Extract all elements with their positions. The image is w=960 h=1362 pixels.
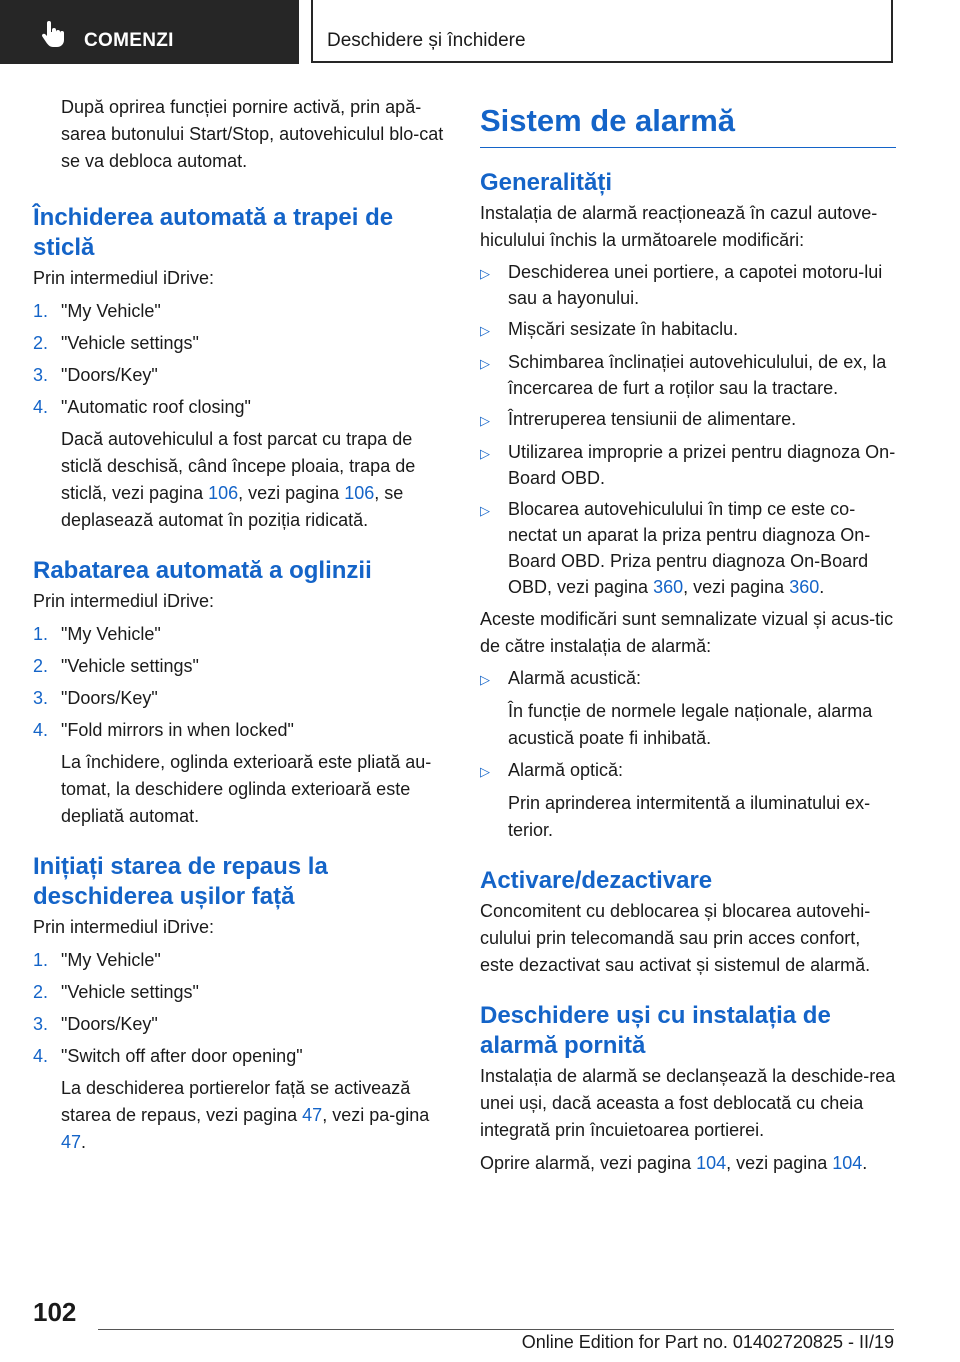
general-lead: Instalația de alarmă reacționează în cazul autove-hiculului închis la următoarele modificări: bbox=[480, 203, 878, 250]
heading-activation: Activare/dezactivare bbox=[480, 867, 713, 894]
chapter-label: Deschidere și închidere bbox=[327, 30, 526, 51]
page-header bbox=[0, 0, 960, 66]
list-item: ▷ Mișcări sesizate în habitaclu. bbox=[480, 316, 896, 344]
list-item: ▷ Întreruperea tensiunii de alimentare. bbox=[480, 406, 896, 434]
list-item: 1. "My Vehicle" bbox=[33, 301, 161, 321]
page-link[interactable]: 360 bbox=[653, 577, 684, 597]
chapter-tab bbox=[311, 0, 893, 63]
trigger-list bbox=[480, 259, 896, 600]
list-item: 4. "Switch off after door opening" bbox=[33, 1046, 303, 1066]
page-link[interactable]: 47 bbox=[61, 1132, 82, 1152]
list-item: ▷ Schimbarea înclinației autovehiculului, de ex, la încercarea de furt a roților sau la tractare. bbox=[480, 349, 896, 401]
list-item: ▷ Utilizarea improprie a prizei pentru diagnoza On-Board OBD. bbox=[480, 439, 896, 491]
heading-general: Generalități bbox=[480, 169, 613, 196]
alarm-types-2 bbox=[480, 757, 896, 785]
list-item: 1. "My Vehicle" bbox=[33, 624, 161, 644]
activation-text: Concomitent cu deblocarea și blocarea autovehi-culului prin telecomandă sau prin acces confort, este dezactivat sau activat și sistemul de alarmă. bbox=[480, 901, 871, 975]
list-item: 4. "Automatic roof closing" bbox=[33, 397, 251, 417]
heading-sleep-state: Inițiați starea de repaus la deschiderea ușilor față bbox=[33, 853, 328, 910]
page-link[interactable]: 106 bbox=[208, 483, 239, 503]
mirror-note: La închidere, oglinda exterioară este pliată au-tomat, la deschidere oglinda exterioară este depliată automat. bbox=[61, 752, 432, 826]
page-number: 102 bbox=[33, 1297, 77, 1327]
heading-roof-closing: Închiderea automată a trapei de sticlă bbox=[33, 204, 394, 261]
roof-note: Dacă autovehiculul a fost parcat cu trapa de sticlă deschisă, când începe ploaia, trapa de sticlă, vezi pagina 106, vezi pagina 106, se deplasează automat în poziția ridicată. bbox=[61, 429, 416, 530]
list-item: ▷ Blocarea autovehiculului în timp ce este co-nectat un aparat la priza pentru diagnoza On-Board OBD. Priza pentru diagnoza On-Board OBD, vezi pagina 360, vezi pagina 360. bbox=[480, 496, 896, 600]
triangle-bullet-icon: ▷ bbox=[480, 266, 490, 281]
page-link[interactable]: 104 bbox=[696, 1153, 727, 1173]
acoustic-note: În funcție de normele legale naționale, alarma acustică poate fi inhibată. bbox=[508, 701, 873, 748]
hand-pointer-icon bbox=[38, 20, 66, 48]
triangle-bullet-icon: ▷ bbox=[480, 672, 490, 687]
list-item: ▷ Deschiderea unei portiere, a capotei motoru-lui sau a hayonului. bbox=[480, 259, 896, 311]
list-item: 3. "Doors/Key" bbox=[33, 365, 158, 385]
triangle-bullet-icon: ▷ bbox=[480, 764, 490, 779]
left-column bbox=[33, 94, 453, 1156]
triangle-bullet-icon: ▷ bbox=[480, 323, 490, 338]
triangle-bullet-icon: ▷ bbox=[480, 446, 490, 461]
right-column bbox=[480, 90, 896, 1177]
edition-note: Online Edition for Part no. 01402720825 - II/19 bbox=[521, 1332, 894, 1352]
roof-lead: Prin intermediul iDrive: bbox=[33, 268, 215, 288]
triangle-bullet-icon: ▷ bbox=[480, 356, 490, 371]
list-item: 2. "Vehicle settings" bbox=[33, 333, 199, 353]
list-item: ▷ Alarmă optică: bbox=[480, 757, 896, 785]
list-item: 2. "Vehicle settings" bbox=[33, 656, 199, 676]
page-link[interactable]: 104 bbox=[832, 1153, 863, 1173]
optical-note: Prin aprinderea intermitentă a iluminatului ex-terior. bbox=[508, 793, 871, 840]
list-item: 2. "Vehicle settings" bbox=[33, 982, 199, 1002]
list-item: 1. "My Vehicle" bbox=[33, 950, 161, 970]
footer-divider bbox=[98, 1329, 894, 1330]
alarm-stop-text: Oprire alarmă, vezi pagina 104, vezi pagina 104. bbox=[480, 1153, 868, 1173]
intro-paragraph: După oprirea funcției pornire activă, prin apă-sarea butonului Start/Stop, autovehiculul blo-cat se va debloca automat. bbox=[61, 97, 444, 171]
section-label: COMENZI bbox=[84, 30, 174, 51]
roof-steps bbox=[33, 298, 453, 421]
sleep-lead: Prin intermediul iDrive: bbox=[33, 917, 215, 937]
section-tab bbox=[0, 0, 299, 64]
mirror-lead: Prin intermediul iDrive: bbox=[33, 591, 215, 611]
mirror-steps bbox=[33, 621, 453, 744]
list-item: 4. "Fold mirrors in when locked" bbox=[33, 720, 294, 740]
sleep-steps bbox=[33, 947, 453, 1070]
page-link[interactable]: 106 bbox=[344, 483, 375, 503]
triangle-bullet-icon: ▷ bbox=[480, 503, 490, 518]
doors-text: Instalația de alarmă se declanșează la deschide-rea unei uși, dacă aceasta a fost deblocată cu cheia integrată prin încuietoarea portierei. bbox=[480, 1066, 896, 1140]
page-link[interactable]: 360 bbox=[789, 577, 820, 597]
sleep-note: La deschiderea portierelor față se activează starea de repaus, vezi pagina 47, vezi pa-gina 47. bbox=[61, 1078, 430, 1152]
list-item: ▷ Alarmă acustică: bbox=[480, 665, 896, 693]
page-link[interactable]: 47 bbox=[302, 1105, 323, 1125]
heading-alarm-system: Sistem de alarmă bbox=[480, 90, 896, 148]
triangle-bullet-icon: ▷ bbox=[480, 413, 490, 428]
list-item: 3. "Doors/Key" bbox=[33, 1014, 158, 1034]
list-item: 3. "Doors/Key" bbox=[33, 688, 158, 708]
heading-doors-alarm: Deschidere uși cu instalația de alarmă pornită bbox=[480, 1002, 831, 1059]
signal-text: Aceste modificări sunt semnalizate vizual și acus-tic de către instalația de alarmă: bbox=[480, 609, 894, 656]
alarm-types bbox=[480, 665, 896, 693]
heading-mirror-folding: Rabatarea automată a oglinzii bbox=[33, 557, 372, 584]
